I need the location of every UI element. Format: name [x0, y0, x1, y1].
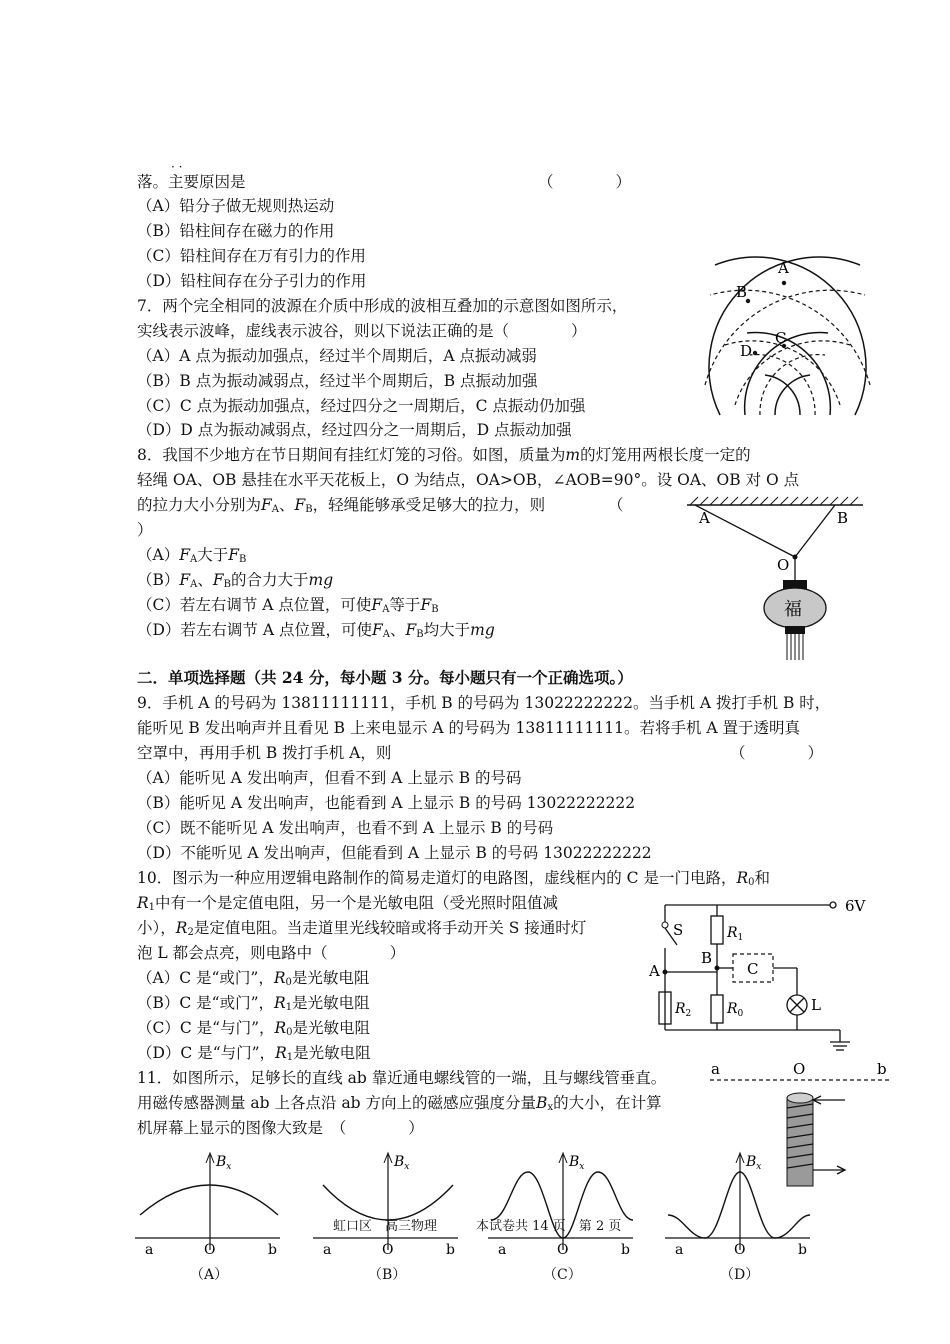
- q10-line2: $R_1$中有一个是定值电阻，另一个是光敏电阻（受光照时阻值减: [137, 894, 559, 913]
- lamp-label: L: [811, 996, 821, 1014]
- q10-line1: 10．图示为一种应用逻辑电路制作的简易走道灯的电路图，虚线框内的 C 是一门电路，$R_0$和: [137, 869, 771, 888]
- graph-d: [660, 1150, 820, 1260]
- tick-o: O: [734, 1242, 746, 1258]
- q10-option-c: （C）C 是“与门”，$R_0$是光敏电阻: [137, 1019, 371, 1038]
- caption-b: （B）: [368, 1267, 407, 1283]
- graph-c: [483, 1150, 643, 1260]
- label-b: b: [877, 1060, 887, 1078]
- q9-line2: 能听见 B 发出响声并且看见 B 上来电显示 A 的号码为 13811111111。若将手机 A 置于透明真: [137, 719, 800, 737]
- q6-option-c: （C）铅柱间存在万有引力的作用: [137, 247, 366, 265]
- tick-b: b: [798, 1242, 807, 1258]
- label-o: O: [777, 556, 790, 574]
- caption-a: （A）: [190, 1267, 229, 1283]
- q8-option-b: $(B)F_A$、$F_B$的合力大于mg: [137, 571, 334, 590]
- axis-bx: $B_x$: [216, 1154, 232, 1172]
- curve: [140, 1185, 278, 1215]
- q11-line3: 机屏幕上显示的图像大致是 （ ）: [137, 1119, 424, 1137]
- tick-b: b: [446, 1242, 455, 1258]
- section-heading: 二．单项选择题（共 24 分，每小题 3 分。每小题只有一个正确选项。）: [137, 668, 633, 687]
- lantern-character: 福: [784, 599, 802, 620]
- caption-d: （D）: [720, 1267, 760, 1283]
- tick-a: a: [323, 1242, 332, 1258]
- axis-bx: $B_x$: [746, 1154, 762, 1172]
- tick-o: O: [557, 1242, 569, 1258]
- axis-bx: $B_x$: [569, 1154, 585, 1172]
- q9-option-c: （C）既不能听见 A 发出响声，也看不到 A 上显示 B 的号码: [137, 819, 554, 837]
- label-d: D: [740, 342, 753, 360]
- r0-label: $R_0$: [727, 1001, 744, 1019]
- q6-blank: （ ）: [538, 173, 632, 191]
- emphasis-dots: · ·: [171, 160, 183, 174]
- tick-o: O: [382, 1242, 394, 1258]
- node-a-label: A: [649, 962, 660, 980]
- q6-option-a: （A）铅分子做无规则热运动: [137, 197, 335, 215]
- caption-c: （C）: [543, 1267, 582, 1283]
- voltage-label: 6V: [845, 897, 866, 915]
- q9-option-d: （D）不能听见 A 发出响声，但能看到 A 上显示 B 的号码 13022222222: [137, 844, 652, 862]
- label-b: B: [736, 283, 748, 301]
- gate-c-label: C: [747, 960, 759, 978]
- q9-blank: （ ）: [730, 744, 824, 762]
- q7-option-a: （A）A 点为振动加强点，经过半个周期后，A 点振动减弱: [137, 347, 537, 365]
- switch-label: S: [673, 921, 684, 939]
- q10-option-a: （A）C 是“或门”，$R_0$是光敏电阻: [137, 969, 370, 988]
- tick-b: b: [621, 1242, 630, 1258]
- tick-a: a: [498, 1242, 507, 1258]
- axis-bx: $B_x$: [394, 1154, 410, 1172]
- q8-line3: 的拉力大小分别为$F_A$、$F_B$，轻绳能够承受足够大的拉力，则: [137, 496, 546, 515]
- graph-b: [308, 1150, 468, 1260]
- q8-option-d: （D）若左右调节 A 点位置，可使$F_A$、$F_B$均大于mg: [137, 621, 495, 640]
- point-a: [782, 281, 786, 285]
- q9-option-a: （A）能听见 A 发出响声，但看不到 A 上显示 B 的号码: [137, 769, 522, 787]
- graph-a: [130, 1150, 290, 1260]
- q11-line2: 用磁传感器测量 ab 上各点沿 ab 方向上的磁感应强度分量$B_x$的大小，在计算: [137, 1094, 662, 1113]
- page-footer: 虹口区 高三物理 本试卷共 14 页 第 2 页: [333, 1219, 622, 1234]
- r1-label: $R_1$: [727, 925, 744, 943]
- q10-option-d: （D）C 是“与门”，$R_1$是光敏电阻: [137, 1044, 371, 1063]
- q10-line4: 泡 L 都会点亮，则电路中（ ）: [137, 944, 406, 962]
- lantern-figure: [685, 495, 870, 665]
- label-o: O: [793, 1060, 806, 1078]
- q6-tail: 落。主要原因是: [137, 173, 246, 191]
- q7-line2: 实线表示波峰，虚线表示波谷，则以下说法正确的是（ ）: [137, 322, 587, 340]
- tick-a: a: [675, 1242, 684, 1258]
- label-a: A: [699, 509, 710, 527]
- node-b-label: B: [701, 949, 713, 967]
- q8-paren-open: （: [608, 496, 624, 514]
- q7-option-b: （B）B 点为振动减弱点，经过半个周期后，B 点振动加强: [137, 372, 538, 390]
- r2-label: $R_2$: [675, 1001, 692, 1019]
- q9-line1: 9．手机 A 的号码为 13811111111，手机 B 的号码为 13022222222。当手机 A 拨打手机 B 时，: [137, 694, 831, 712]
- q8-line2: 轻绳 OA、OB 悬挂在水平天花板上，O 为结点，OA>OB，∠AOB=90°。设 OA、OB 对 O 点: [137, 471, 800, 489]
- q9-option-b: （B）能听见 A 发出响声，也能看到 A 上显示 B 的号码 13022222222: [137, 794, 636, 812]
- q10-option-b: （B）C 是“或门”，$R_1$是光敏电阻: [137, 994, 370, 1013]
- tick-o: O: [204, 1242, 216, 1258]
- q7-option-c: （C）C 点为振动加强点，经过四分之一周期后，C 点振动仍加强: [137, 397, 586, 415]
- curve: [668, 1172, 810, 1238]
- q11-line1: 11．如图所示，足够长的直线 ab 靠近通电螺线管的一端，且与螺线管垂直。: [137, 1069, 667, 1087]
- q7-line1: 7．两个完全相同的波源在介质中形成的波相互叠加的示意图如图所示，: [137, 297, 628, 315]
- circuit-figure: [645, 890, 885, 1060]
- q8-option-a: $(A)F_A$大于$F_B$: [137, 546, 247, 565]
- wave-interference-figure: [700, 255, 875, 425]
- label-a: a: [711, 1060, 720, 1078]
- q6-option-d: （D）铅柱间存在分子引力的作用: [137, 272, 367, 290]
- q8-line1: 8．我国不少地方在节日期间有挂红灯笼的习俗。如图，质量为m的灯笼用两根长度一定的: [137, 446, 751, 464]
- q8-paren-close: ）: [137, 521, 153, 539]
- q7-option-d: （D）D 点为振动减弱点，经过四分之一周期后，D 点振动加强: [137, 421, 572, 439]
- label-c: C: [775, 329, 787, 347]
- q9-line3: 空罩中，再用手机 B 拨打手机 A，则: [137, 744, 392, 762]
- q10-line3: 小），$R_2$是定值电阻。当走道里光线较暗或将手动开关 S 接通时灯: [137, 919, 587, 938]
- label-b: B: [837, 509, 849, 527]
- q8-option-c: （C）若左右调节 A 点位置，可使$F_A$等于$F_B$: [137, 596, 439, 615]
- q6-option-b: （B）铅柱间存在磁力的作用: [137, 222, 335, 240]
- tick-b: b: [268, 1242, 277, 1258]
- point-d: [753, 351, 757, 355]
- label-a: A: [778, 259, 789, 277]
- tick-a: a: [145, 1242, 154, 1258]
